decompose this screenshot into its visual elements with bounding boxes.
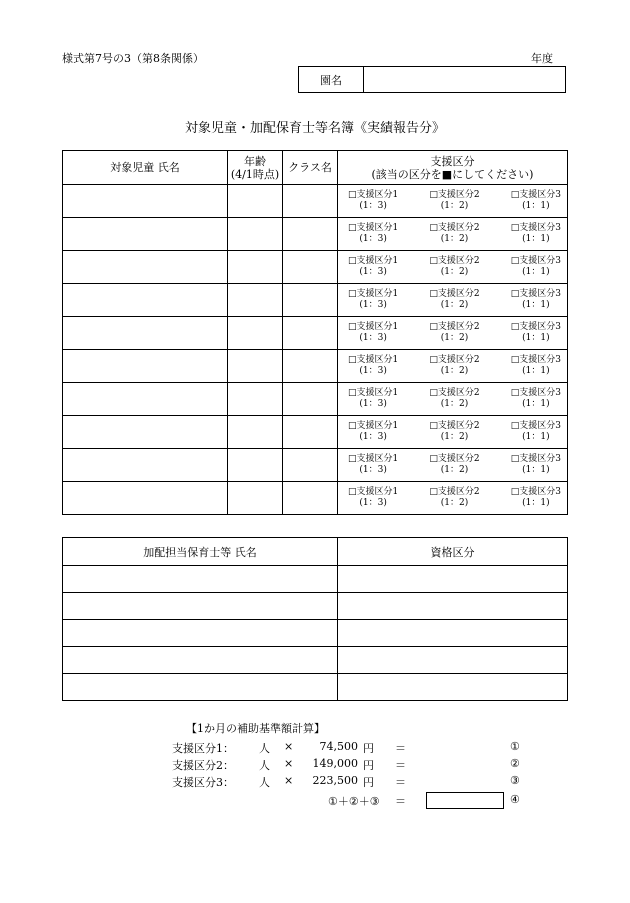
child-row [63, 449, 568, 482]
calc-eq: ＝ [395, 759, 406, 772]
total-mark: ④ [510, 793, 520, 806]
qualification-cell[interactable] [338, 593, 568, 620]
calc-amount: 223,500 [312, 774, 358, 787]
calc-eq: ＝ [395, 776, 406, 789]
support-cell [338, 251, 568, 284]
staff-name-cell[interactable] [63, 566, 338, 593]
support-cell [338, 317, 568, 350]
staff-row [63, 593, 568, 620]
class-cell[interactable] [283, 185, 338, 218]
age-cell[interactable] [228, 449, 283, 482]
support-option-2[interactable]: □支援区分2 (1：2) [429, 256, 480, 277]
support-option-1[interactable]: □支援区分1 (1：3) [348, 454, 399, 475]
staff-name-cell[interactable] [63, 674, 338, 701]
class-cell[interactable] [283, 317, 338, 350]
staff-name-cell[interactable] [63, 647, 338, 674]
support-option-1[interactable]: □支援区分1 (1：3) [348, 223, 399, 244]
child-name-cell[interactable] [63, 350, 228, 383]
calc-times: × [284, 774, 294, 787]
staff-table [62, 537, 568, 701]
child-row [63, 218, 568, 251]
support-option-1[interactable]: □支援区分1 (1：3) [348, 388, 399, 409]
staff-name-header: 加配担当保育士等 氏名 [63, 538, 338, 566]
support-cell [338, 185, 568, 218]
form-number: 様式第7号の3（第8条関係） [62, 52, 204, 65]
age-cell[interactable] [228, 383, 283, 416]
support-option-2[interactable]: □支援区分2 (1：2) [429, 487, 480, 508]
staff-name-cell[interactable] [63, 593, 338, 620]
age-cell[interactable] [228, 251, 283, 284]
support-option-1[interactable]: □支援区分1 (1：3) [348, 190, 399, 211]
staff-name-cell[interactable] [63, 620, 338, 647]
child-name-cell[interactable] [63, 383, 228, 416]
support-cell [338, 284, 568, 317]
child-row [63, 317, 568, 350]
support-option-2[interactable]: □支援区分2 (1：2) [429, 421, 480, 442]
calc-label: 支援区分3： [172, 776, 234, 789]
calc-times: × [284, 740, 294, 753]
calc-amount: 74,500 [319, 740, 358, 753]
child-name-cell[interactable] [63, 317, 228, 350]
class-cell[interactable] [283, 383, 338, 416]
year-label: 年度 [531, 52, 553, 65]
child-row [63, 482, 568, 515]
calc-label: 支援区分2： [172, 759, 234, 772]
support-cell [338, 350, 568, 383]
calc-times: × [284, 757, 294, 770]
class-cell[interactable] [283, 482, 338, 515]
child-name-cell[interactable] [63, 416, 228, 449]
child-name-cell[interactable] [63, 482, 228, 515]
support-option-2[interactable]: □支援区分2 (1：2) [429, 223, 480, 244]
support-option-2[interactable]: □支援区分2 (1：2) [429, 190, 480, 211]
support-option-1[interactable]: □支援区分1 (1：3) [348, 487, 399, 508]
class-cell[interactable] [283, 218, 338, 251]
class-cell[interactable] [283, 251, 338, 284]
age-cell[interactable] [228, 416, 283, 449]
child-row [63, 251, 568, 284]
staff-row [63, 566, 568, 593]
qualification-header: 資格区分 [338, 538, 568, 566]
calc-yen: 円 [363, 759, 374, 772]
en-name-field[interactable] [364, 67, 565, 92]
en-name-label: 園名 [299, 67, 364, 92]
support-cell [338, 416, 568, 449]
support-cell [338, 449, 568, 482]
support-option-2[interactable]: □支援区分2 (1：2) [429, 355, 480, 376]
support-option-2[interactable]: □支援区分2 (1：2) [429, 388, 480, 409]
staff-row [63, 674, 568, 701]
staff-row [63, 647, 568, 674]
support-option-2[interactable]: □支援区分2 (1：2) [429, 454, 480, 475]
age-header: 年齢 (4/1時点) [228, 151, 283, 185]
support-option-1[interactable]: □支援区分1 (1：3) [348, 421, 399, 442]
child-row [63, 383, 568, 416]
support-option-2[interactable]: □支援区分2 (1：2) [429, 322, 480, 343]
child-name-cell[interactable] [63, 284, 228, 317]
support-option-1[interactable]: □支援区分1 (1：3) [348, 322, 399, 343]
age-cell[interactable] [228, 350, 283, 383]
support-option-1[interactable]: □支援区分1 (1：3) [348, 256, 399, 277]
class-cell[interactable] [283, 284, 338, 317]
qualification-cell[interactable] [338, 566, 568, 593]
calculation-heading: 【1か月の補助基準額計算】 [186, 722, 325, 735]
support-option-3[interactable]: □支援区分3 (1：1) [510, 454, 561, 475]
calc-unit: 人 [259, 742, 270, 755]
total-eq: ＝ [395, 795, 406, 808]
page-title: 対象児童・加配保育士等名簿《実績報告分》 [184, 121, 445, 136]
class-cell[interactable] [283, 350, 338, 383]
support-cell [338, 482, 568, 515]
support-cell [338, 218, 568, 251]
calc-mark: ① [510, 740, 520, 753]
child-row [63, 416, 568, 449]
class-cell[interactable] [283, 416, 338, 449]
support-option-3[interactable]: □支援区分3 (1：1) [510, 223, 561, 244]
calc-unit: 人 [259, 759, 270, 772]
support-header: 支援区分 (該当の区分を■にしてください) [338, 151, 568, 185]
age-cell[interactable] [228, 482, 283, 515]
calc-label: 支援区分1： [172, 742, 234, 755]
qualification-cell[interactable] [338, 620, 568, 647]
support-cell [338, 383, 568, 416]
support-option-3[interactable]: □支援区分3 (1：1) [510, 355, 561, 376]
age-cell[interactable] [228, 185, 283, 218]
age-cell[interactable] [228, 317, 283, 350]
support-option-3[interactable]: □支援区分3 (1：1) [510, 388, 561, 409]
support-option-3[interactable]: □支援区分3 (1：1) [510, 256, 561, 277]
support-option-3[interactable]: □支援区分3 (1：1) [510, 421, 561, 442]
child-name-cell[interactable] [63, 218, 228, 251]
support-option-1[interactable]: □支援区分1 (1：3) [348, 355, 399, 376]
class-cell[interactable] [283, 449, 338, 482]
child-name-cell[interactable] [63, 185, 228, 218]
support-option-1[interactable]: □支援区分1 (1：3) [348, 289, 399, 310]
children-table [62, 150, 568, 515]
total-answer-box[interactable] [426, 792, 504, 809]
child-name-cell[interactable] [63, 251, 228, 284]
support-option-3[interactable]: □支援区分3 (1：1) [510, 322, 561, 343]
class-header: クラス名 [283, 151, 338, 185]
child-name-header: 対象児童 氏名 [63, 151, 228, 185]
en-name-box [298, 66, 566, 93]
calc-yen: 円 [363, 742, 374, 755]
age-cell[interactable] [228, 218, 283, 251]
calc-yen: 円 [363, 776, 374, 789]
support-option-3[interactable]: □支援区分3 (1：1) [510, 190, 561, 211]
support-option-3[interactable]: □支援区分3 (1：1) [510, 487, 561, 508]
child-row [63, 350, 568, 383]
support-option-2[interactable]: □支援区分2 (1：2) [429, 289, 480, 310]
age-cell[interactable] [228, 284, 283, 317]
child-row [63, 284, 568, 317]
calc-mark: ③ [510, 774, 520, 787]
qualification-cell[interactable] [338, 647, 568, 674]
total-formula: ①＋②＋③ [328, 795, 380, 808]
child-name-cell[interactable] [63, 449, 228, 482]
support-option-3[interactable]: □支援区分3 (1：1) [510, 289, 561, 310]
qualification-cell[interactable] [338, 674, 568, 701]
staff-row [63, 620, 568, 647]
child-row [63, 185, 568, 218]
calc-eq: ＝ [395, 742, 406, 755]
calc-unit: 人 [259, 776, 270, 789]
calc-mark: ② [510, 757, 520, 770]
calc-amount: 149,000 [312, 757, 358, 770]
